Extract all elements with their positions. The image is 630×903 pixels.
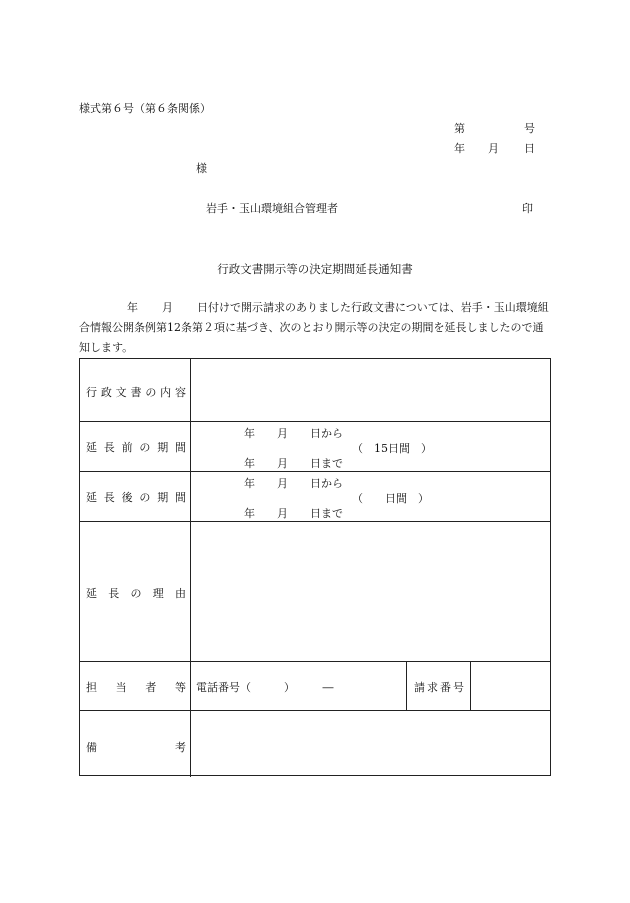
document-title: 行政文書開示等の決定期間延長通知書	[217, 262, 413, 276]
row-label-remarks: 備 考	[86, 741, 186, 754]
body-year: 年	[127, 301, 138, 314]
date-year-label: 年	[454, 142, 465, 155]
body-month: 月	[162, 301, 173, 314]
column-divider	[470, 661, 471, 710]
phone-number-label: 電話番号（ ） ―	[196, 681, 334, 694]
row-label-document-content: 行 政 文 書 の 内 容	[86, 386, 186, 399]
notice-table	[79, 358, 551, 776]
after-days: （ 日間 ）	[352, 492, 429, 505]
body-paragraph	[79, 298, 551, 358]
date-month-label: 月	[488, 142, 499, 155]
before-to-date: 年 月 日まで	[244, 457, 343, 470]
form-label: 様式第６号（第６条関係）	[79, 102, 211, 115]
before-days: （ 15日間 ）	[352, 442, 432, 455]
before-from-date: 年 月 日から	[244, 427, 343, 440]
document-number-suffix: 号	[524, 122, 535, 135]
addressee-suffix: 様	[196, 162, 207, 175]
document-number-prefix: 第	[454, 122, 465, 135]
row-divider	[80, 421, 550, 422]
row-divider	[80, 471, 550, 472]
row-divider	[80, 521, 550, 522]
row-label-reason: 延 長 の 理 由	[86, 587, 186, 600]
row-label-contact: 担 当 者 等	[86, 681, 186, 694]
body-text: 日付けで開示請求のありました行政文書については、岩手・玉山環境組合情報公開条例第12条第２項に基づき、次のとおり開示等の決定の期間を延長しましたので通知します。	[79, 301, 549, 354]
row-label-period-before: 延 長 前 の 期 間	[86, 441, 186, 454]
row-label-period-after: 延 長 後 の 期 間	[86, 491, 186, 504]
after-to-date: 年 月 日まで	[244, 507, 343, 520]
column-divider	[406, 661, 407, 710]
date-day-label: 日	[524, 142, 535, 155]
seal-mark: 印	[522, 202, 533, 215]
after-from-date: 年 月 日から	[244, 477, 343, 490]
request-number-label: 請求番号	[414, 681, 466, 694]
row-divider	[80, 661, 550, 662]
sender-name: 岩手・玉山環境組合管理者	[206, 202, 338, 215]
row-divider	[80, 710, 550, 711]
